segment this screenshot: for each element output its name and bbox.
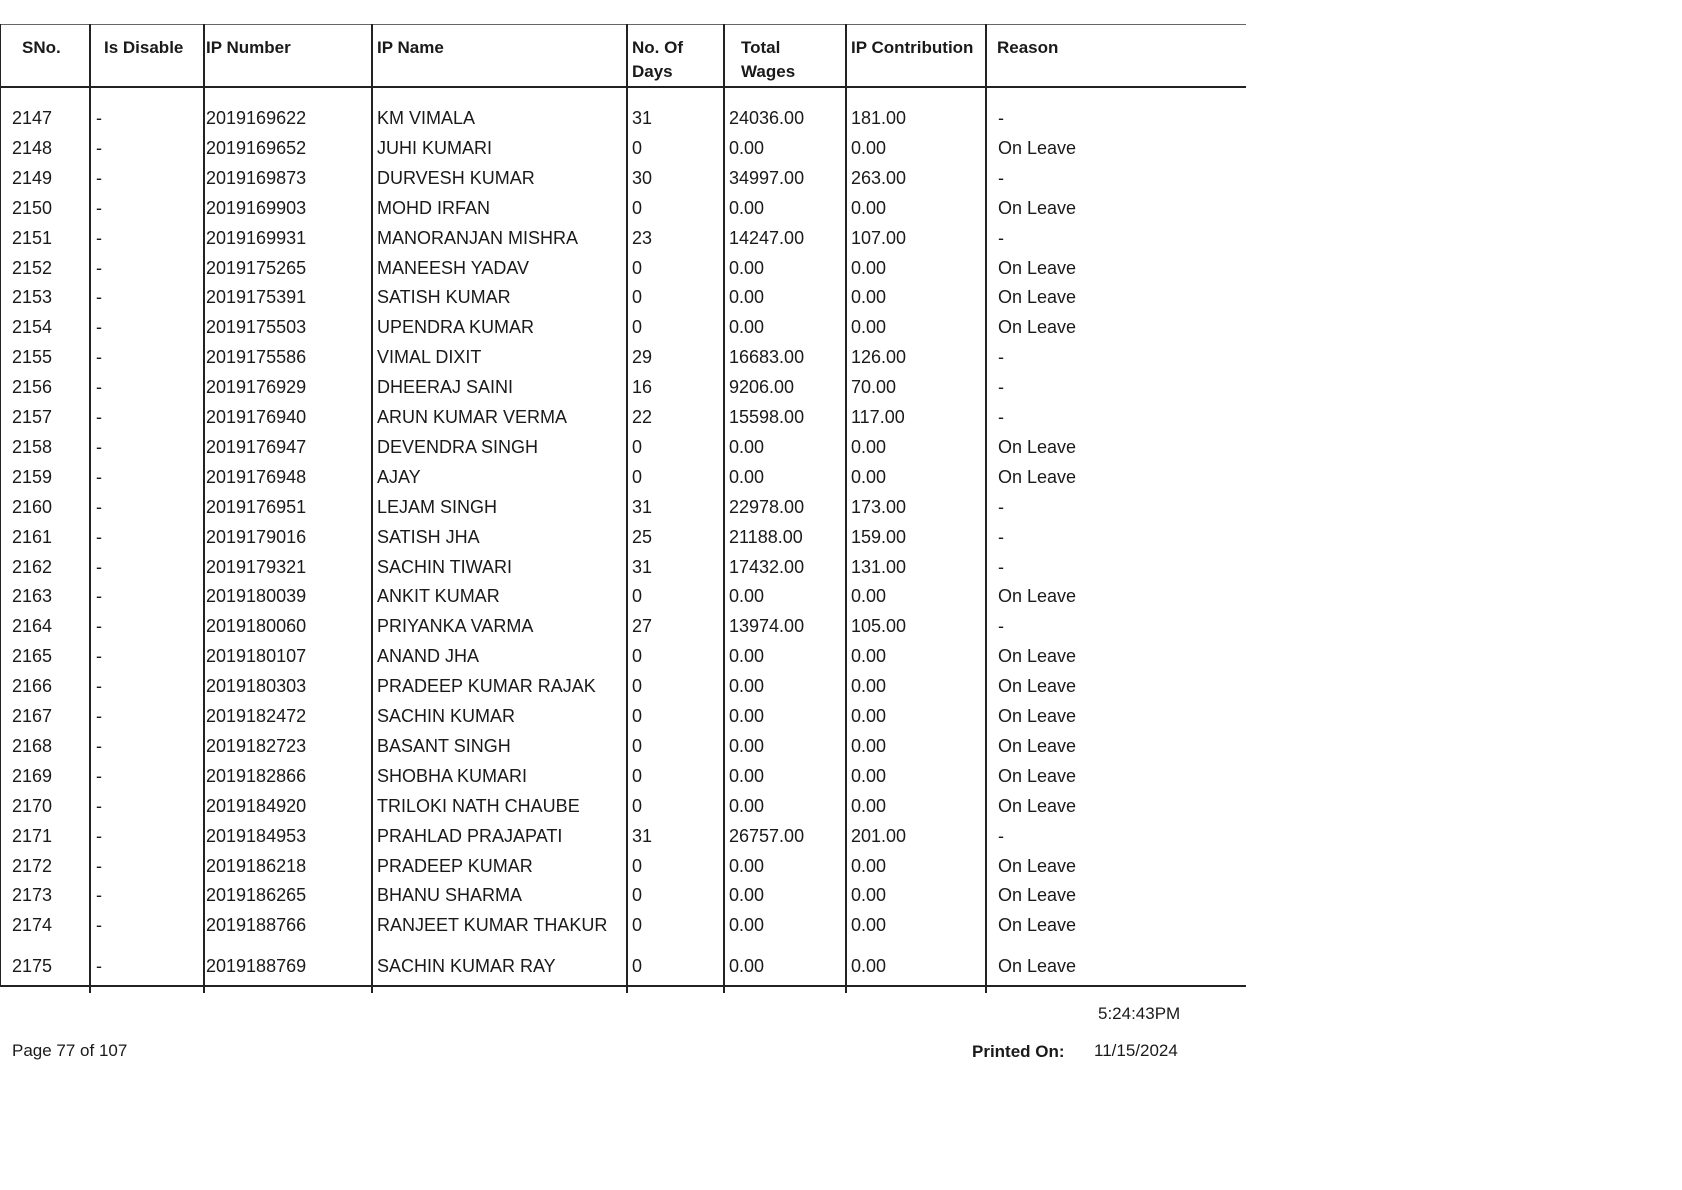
column-divider (371, 24, 373, 993)
table-cell-wages: 13974.00 (729, 616, 805, 637)
table-cell-sno: 2156 (12, 377, 53, 398)
header-bottom-rule (0, 86, 1246, 88)
column-header-contribution: IP Contribution (851, 38, 974, 57)
table-cell-sno: 2157 (12, 407, 53, 427)
table-cell-reason: On Leave (998, 646, 1077, 667)
table-cell-wages: 0.00 (729, 257, 765, 278)
table-cell-wages: 0.00 (729, 197, 765, 218)
table-cell-ip-number: 2019176929 (206, 377, 307, 398)
table-cell-is-disable: - (96, 167, 102, 188)
table-cell-reason: - (998, 167, 1004, 188)
table-cell-sno: 2160 (12, 496, 53, 517)
table-cell-ip-name: SATISH KUMAR (377, 287, 511, 308)
table-left-rule (0, 24, 1, 987)
table-cell-ip-name: ANAND JHA (377, 646, 480, 667)
table-cell-days: 27 (632, 616, 653, 637)
table-cell-ip-number: 2019176947 (206, 436, 307, 457)
table-cell-sno: 2153 (12, 287, 53, 308)
table-cell-contribution: 70.00 (851, 377, 897, 398)
table-cell-days: 29 (632, 347, 653, 368)
table-cell-ip-number: 2019169652 (206, 137, 307, 158)
table-cell-wages: 0.00 (729, 706, 765, 726)
table-cell-is-disable: - (96, 915, 102, 936)
table-cell-reason: On Leave (998, 137, 1077, 158)
table-cell-reason: On Leave (998, 706, 1077, 726)
table-cell-is-disable: - (96, 526, 102, 547)
table-cell-wages: 0.00 (729, 137, 765, 158)
table-cell-sno: 2175 (12, 956, 53, 976)
column-divider (845, 24, 847, 993)
table-cell-contribution: 0.00 (851, 885, 887, 906)
table-cell-days: 23 (632, 227, 653, 248)
table-cell-ip-name: TRILOKI NATH CHAUBE (377, 795, 580, 816)
table-cell-days: 0 (632, 197, 643, 218)
table-cell-wages: 0.00 (729, 765, 765, 786)
table-cell-sno: 2152 (12, 257, 53, 278)
table-cell-days: 16 (632, 377, 653, 398)
table-cell-ip-name: DURVESH KUMAR (377, 167, 535, 188)
table-cell-days: 0 (632, 586, 643, 607)
table-cell-contribution: 0.00 (851, 197, 887, 218)
table-cell-reason: On Leave (998, 735, 1077, 756)
table-cell-contribution: 263.00 (851, 167, 907, 188)
table-cell-wages: 0.00 (729, 466, 765, 487)
table-top-rule (0, 24, 1246, 25)
table-bottom-rule (0, 985, 1246, 987)
table-cell-days: 30 (632, 167, 653, 188)
table-cell-ip-number: 2019176940 (206, 407, 307, 427)
table-cell-contribution: 181.00 (851, 108, 907, 128)
table-cell-contribution: 0.00 (851, 257, 887, 278)
table-cell-is-disable: - (96, 407, 102, 427)
table-cell-reason: - (998, 108, 1004, 128)
table-cell-reason: - (998, 496, 1004, 517)
table-cell-wages: 0.00 (729, 287, 765, 308)
table-cell-days: 0 (632, 646, 643, 667)
table-cell-wages: 15598.00 (729, 407, 805, 427)
table-cell-days: 31 (632, 108, 653, 128)
table-cell-ip-number: 2019188769 (206, 956, 307, 976)
table-cell-ip-name: MANORANJAN MISHRA (377, 227, 579, 248)
table-cell-wages: 0.00 (729, 676, 765, 697)
table-cell-contribution: 0.00 (851, 137, 887, 158)
table-cell-wages: 21188.00 (729, 526, 803, 547)
table-cell-sno: 2159 (12, 466, 53, 487)
table-cell-reason: On Leave (998, 197, 1077, 218)
table-cell-ip-name: PRADEEP KUMAR RAJAK (377, 676, 596, 697)
table-cell-contribution: 0.00 (851, 855, 887, 876)
table-cell-ip-name: KM VIMALA (377, 108, 476, 128)
table-cell-ip-number: 2019176948 (206, 466, 307, 487)
table-cell-is-disable: - (96, 287, 102, 308)
table-cell-sno: 2150 (12, 197, 53, 218)
table-cell-days: 0 (632, 257, 643, 278)
table-cell-ip-number: 2019182472 (206, 706, 307, 726)
table-cell-wages: 16683.00 (729, 347, 805, 368)
table-cell-ip-name: UPENDRA KUMAR (377, 317, 535, 338)
table-cell-ip-name: RANJEET KUMAR THAKUR (377, 915, 608, 936)
table-cell-wages: 0.00 (729, 956, 765, 976)
table-cell-contribution: 0.00 (851, 915, 887, 936)
printed-on-date: 11/15/2024 (1094, 1041, 1178, 1060)
column-header-ip-name: IP Name (377, 38, 444, 57)
table-cell-days: 0 (632, 765, 643, 786)
table-cell-ip-number: 2019180303 (206, 676, 307, 697)
table-cell-contribution: 0.00 (851, 317, 887, 338)
table-cell-days: 0 (632, 735, 643, 756)
table-cell-ip-number: 2019175391 (206, 287, 307, 308)
table-cell-is-disable: - (96, 616, 102, 637)
table-cell-ip-name: BHANU SHARMA (377, 885, 523, 906)
table-cell-sno: 2172 (12, 855, 53, 876)
table-cell-days: 0 (632, 287, 643, 308)
table-cell-days: 0 (632, 137, 643, 158)
table-cell-ip-name: BASANT SINGH (377, 735, 511, 756)
table-cell-ip-number: 2019169622 (206, 108, 307, 128)
table-cell-contribution: 0.00 (851, 765, 887, 786)
table-cell-is-disable: - (96, 496, 102, 517)
table-cell-wages: 0.00 (729, 646, 765, 667)
table-cell-days: 25 (632, 526, 653, 547)
table-cell-is-disable: - (96, 825, 102, 846)
table-cell-is-disable: - (96, 556, 102, 577)
table-cell-days: 31 (632, 825, 653, 846)
table-cell-wages: 0.00 (729, 436, 765, 457)
table-cell-contribution: 117.00 (851, 407, 905, 427)
table-cell-contribution: 0.00 (851, 676, 887, 697)
table-cell-sno: 2151 (12, 227, 53, 248)
table-cell-is-disable: - (96, 586, 102, 607)
column-header-wages: Total Wages (741, 38, 796, 81)
printed-on-label: Printed On: (972, 1042, 1065, 1061)
table-cell-is-disable: - (96, 436, 102, 457)
table-cell-is-disable: - (96, 735, 102, 756)
table-cell-reason: On Leave (998, 765, 1077, 786)
column-header-is-disable: Is Disable (104, 38, 184, 57)
table-cell-is-disable: - (96, 108, 102, 128)
table-cell-wages: 0.00 (729, 317, 765, 338)
table-cell-sno: 2174 (12, 915, 53, 936)
table-cell-is-disable: - (96, 347, 102, 368)
table-cell-days: 31 (632, 556, 653, 577)
table-cell-ip-number: 2019175586 (206, 347, 307, 368)
table-cell-reason: On Leave (998, 795, 1077, 816)
table-cell-contribution: 0.00 (851, 466, 887, 487)
table-cell-reason: On Leave (998, 956, 1077, 976)
column-divider (985, 24, 987, 993)
table-cell-ip-name: SATISH JHA (377, 526, 480, 547)
table-cell-ip-number: 2019175265 (206, 257, 307, 278)
table-cell-ip-number: 2019169873 (206, 167, 307, 188)
table-cell-ip-name: SHOBHA KUMARI (377, 765, 528, 786)
table-cell-wages: 34997.00 (729, 167, 805, 188)
page-number: Page 77 of 107 (12, 1041, 128, 1060)
table-cell-sno: 2163 (12, 586, 53, 607)
table-cell-contribution: 0.00 (851, 706, 887, 726)
table-cell-contribution: 159.00 (851, 526, 907, 547)
table-cell-wages: 0.00 (729, 735, 765, 756)
table-cell-ip-number: 2019169931 (206, 227, 307, 248)
table-cell-contribution: 107.00 (851, 227, 907, 248)
table-cell-ip-name: MOHD IRFAN (377, 197, 491, 218)
table-cell-contribution: 0.00 (851, 795, 887, 816)
table-cell-sno: 2167 (12, 706, 53, 726)
table-cell-ip-number: 2019184920 (206, 795, 307, 816)
table-cell-is-disable: - (96, 646, 102, 667)
table-cell-ip-number: 2019180107 (206, 646, 307, 667)
table-cell-reason: - (998, 825, 1004, 846)
table-cell-is-disable: - (96, 706, 102, 726)
table-cell-contribution: 0.00 (851, 735, 887, 756)
table-cell-ip-number: 2019184953 (206, 825, 307, 846)
table-cell-sno: 2148 (12, 137, 53, 158)
table-cell-contribution: 131.00 (851, 556, 907, 577)
table-cell-contribution: 0.00 (851, 586, 887, 607)
table-cell-sno: 2164 (12, 616, 53, 637)
table-cell-is-disable: - (96, 855, 102, 876)
table-cell-days: 0 (632, 855, 643, 876)
table-cell-ip-number: 2019180060 (206, 616, 307, 637)
table-cell-sno: 2154 (12, 317, 53, 338)
table-cell-ip-number: 2019169903 (206, 197, 307, 218)
table-cell-reason: On Leave (998, 855, 1077, 876)
table-cell-days: 0 (632, 706, 643, 726)
table-cell-days: 0 (632, 676, 643, 697)
table-cell-wages: 26757.00 (729, 825, 805, 846)
table-cell-ip-name: DEVENDRA SINGH (377, 436, 539, 457)
table-cell-ip-name: SACHIN KUMAR RAY (377, 956, 556, 976)
table-cell-wages: 24036.00 (729, 108, 805, 128)
table-cell-is-disable: - (96, 137, 102, 158)
table-cell-is-disable: - (96, 197, 102, 218)
table-cell-days: 22 (632, 407, 653, 427)
table-cell-ip-name: SACHIN KUMAR (377, 706, 516, 726)
table-cell-days: 0 (632, 956, 643, 976)
table-cell-sno: 2166 (12, 676, 53, 697)
table-cell-is-disable: - (96, 227, 102, 248)
table-cell-contribution: 105.00 (851, 616, 907, 637)
table-cell-sno: 2168 (12, 735, 53, 756)
table-cell-days: 0 (632, 317, 643, 338)
table-cell-reason: - (998, 556, 1004, 577)
table-cell-days: 0 (632, 436, 643, 457)
table-cell-reason: On Leave (998, 466, 1077, 487)
table-cell-reason: On Leave (998, 915, 1077, 936)
table-cell-wages: 9206.00 (729, 377, 795, 398)
table-cell-reason: On Leave (998, 436, 1077, 457)
table-cell-wages: 0.00 (729, 795, 765, 816)
printed-time: 5:24:43PM (1098, 1004, 1181, 1023)
table-cell-ip-name: ARUN KUMAR VERMA (377, 407, 568, 427)
table-cell-days: 0 (632, 466, 643, 487)
table-cell-is-disable: - (96, 377, 102, 398)
table-cell-ip-name: PRIYANKA VARMA (377, 616, 534, 637)
table-cell-sno: 2155 (12, 347, 53, 368)
table-cell-ip-name: PRAHLAD PRAJAPATI (377, 825, 563, 846)
table-cell-reason: On Leave (998, 257, 1077, 278)
table-cell-ip-number: 2019186218 (206, 855, 307, 876)
table-cell-sno: 2169 (12, 765, 53, 786)
table-cell-contribution: 0.00 (851, 436, 887, 457)
table-cell-is-disable: - (96, 956, 102, 976)
table-cell-wages: 0.00 (729, 885, 765, 906)
table-cell-contribution: 0.00 (851, 646, 887, 667)
table-cell-is-disable: - (96, 317, 102, 338)
table-cell-wages: 0.00 (729, 586, 765, 607)
table-cell-ip-number: 2019182723 (206, 735, 307, 756)
table-cell-ip-name: MANEESH YADAV (377, 257, 530, 278)
table-cell-is-disable: - (96, 466, 102, 487)
table-cell-sno: 2171 (12, 825, 53, 846)
column-divider (626, 24, 628, 993)
column-divider (723, 24, 725, 993)
table-cell-reason: On Leave (998, 586, 1077, 607)
table-cell-ip-number: 2019179321 (206, 556, 307, 577)
table-cell-is-disable: - (96, 795, 102, 816)
table-cell-contribution: 0.00 (851, 287, 887, 308)
column-header-sno: SNo. (22, 38, 61, 57)
table-cell-reason: On Leave (998, 287, 1077, 308)
table-cell-ip-name: LEJAM SINGH (377, 496, 498, 517)
table-cell-days: 0 (632, 795, 643, 816)
table-cell-contribution: 0.00 (851, 956, 887, 976)
table-cell-reason: On Leave (998, 885, 1077, 906)
table-cell-reason: On Leave (998, 317, 1077, 338)
table-cell-ip-name: DHEERAJ SAINI (377, 377, 514, 398)
table-cell-is-disable: - (96, 676, 102, 697)
table-cell-days: 0 (632, 885, 643, 906)
table-cell-ip-number: 2019180039 (206, 586, 307, 607)
table-cell-ip-name: JUHI KUMARI (377, 137, 493, 158)
column-divider (89, 24, 91, 993)
table-cell-sno: 2147 (12, 108, 53, 128)
table-cell-wages: 22978.00 (729, 496, 805, 517)
table-cell-reason: - (998, 377, 1004, 398)
table-cell-reason: - (998, 526, 1004, 547)
column-header-days: No. Of Days (632, 38, 683, 81)
table-cell-ip-number: 2019175503 (206, 317, 307, 338)
table-cell-reason: - (998, 407, 1004, 427)
table-cell-contribution: 126.00 (851, 347, 907, 368)
table-cell-ip-number: 2019179016 (206, 526, 307, 547)
table-cell-sno: 2170 (12, 795, 53, 816)
table-cell-ip-number: 2019176951 (206, 496, 307, 517)
table-cell-sno: 2158 (12, 436, 53, 457)
table-cell-reason: On Leave (998, 676, 1077, 697)
table-cell-contribution: 201.00 (851, 825, 907, 846)
table-cell-wages: 17432.00 (729, 556, 805, 577)
table-cell-sno: 2149 (12, 167, 53, 188)
table-cell-wages: 14247.00 (729, 227, 805, 248)
column-divider (203, 24, 205, 993)
table-cell-reason: - (998, 227, 1004, 248)
table-cell-ip-name: ANKIT KUMAR (377, 586, 500, 607)
table-cell-ip-name: VIMAL DIXIT (377, 347, 482, 368)
table-cell-contribution: 173.00 (851, 496, 907, 517)
table-cell-reason: - (998, 616, 1004, 637)
table-cell-reason: - (998, 347, 1004, 368)
table-cell-is-disable: - (96, 257, 102, 278)
column-header-ip-number: IP Number (206, 38, 291, 57)
table-cell-sno: 2162 (12, 556, 53, 577)
table-cell-sno: 2161 (12, 526, 53, 547)
table-cell-ip-name: PRADEEP KUMAR (377, 855, 533, 876)
table-cell-is-disable: - (96, 885, 102, 906)
table-cell-ip-name: SACHIN TIWARI (377, 556, 513, 577)
table-cell-days: 0 (632, 915, 643, 936)
column-header-reason: Reason (997, 38, 1059, 57)
table-cell-ip-number: 2019182866 (206, 765, 307, 786)
table-cell-ip-number: 2019188766 (206, 915, 307, 936)
table-cell-wages: 0.00 (729, 855, 765, 876)
table-cell-sno: 2165 (12, 646, 53, 667)
table-cell-days: 31 (632, 496, 653, 517)
table-cell-sno: 2173 (12, 885, 53, 906)
table-cell-is-disable: - (96, 765, 102, 786)
table-cell-ip-number: 2019186265 (206, 885, 307, 906)
table-cell-wages: 0.00 (729, 915, 765, 936)
table-cell-ip-name: AJAY (377, 466, 421, 487)
